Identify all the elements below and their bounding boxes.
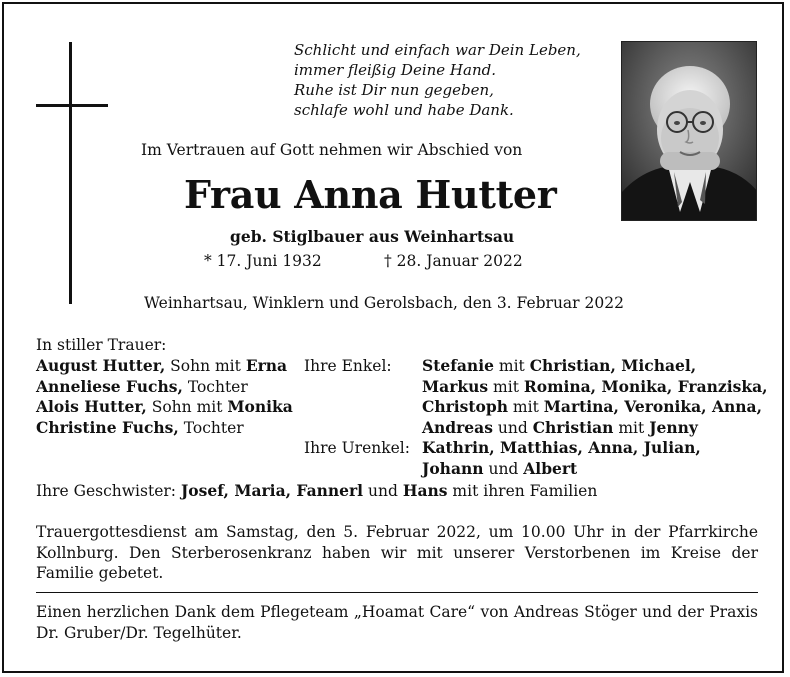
grandchild-family: Christian, Michael, <box>529 356 697 375</box>
connector-text: mit <box>488 377 524 396</box>
child-line <box>36 356 293 377</box>
sibling-names: Josef, Maria, Fannerl <box>180 481 364 500</box>
great-grandchildren-list <box>422 438 701 479</box>
place-and-date: Weinhartsau, Winklern und Gerolsbach, den 3. Februar 2022 <box>144 294 624 312</box>
great-grandchild-names: Kathrin, Matthias, Anna, Julian, <box>422 438 701 457</box>
siblings-label: Ihre Geschwister: <box>36 482 181 500</box>
service-announcement: Trauergottesdienst am Samstag, den 5. Februar 2022, um 10.00 Uhr in der Pfarrkirche Kollnburg. Den Sterberosenkranz haben wir mit unserer Verstorbenen im Kreise der Familie gebetet. <box>36 523 758 582</box>
great-grandchild-name: Albert <box>523 458 578 478</box>
child-line <box>36 397 293 418</box>
death-date: † 28. Januar 2022 <box>384 252 523 270</box>
child-name: August Hutter, <box>36 356 166 375</box>
mourners-heading: In stiller Trauer: <box>36 336 167 354</box>
siblings-line <box>36 481 597 502</box>
grandchild-family: Jenny <box>649 417 698 437</box>
child-name: Christine Fuchs, <box>36 417 179 437</box>
siblings-suffix: mit ihren Familien <box>447 482 598 500</box>
great-grandchildren-line <box>422 438 701 459</box>
birth-date: * 17. Juni 1932 <box>204 252 322 270</box>
grandchild-name: Markus <box>422 376 489 396</box>
child-relation: Tochter <box>178 418 244 437</box>
cross-icon-bar <box>36 104 108 107</box>
connector-text: und <box>483 459 524 478</box>
sibling-name: Hans <box>402 481 448 500</box>
grandchildren-line <box>422 377 768 398</box>
intro-text: Im Vertrauen auf Gott nehmen wir Abschied von <box>141 141 523 159</box>
connector-text: mit <box>493 357 530 375</box>
grandchild-family: Romina, Monika, Franziska, <box>523 376 768 396</box>
child-name: Anneliese Fuchs, <box>36 376 183 396</box>
connector-text: mit <box>508 398 544 416</box>
obituary-notice <box>2 2 784 673</box>
child-line <box>36 377 293 398</box>
grandchild-family: Martina, Veronika, Anna, <box>543 397 762 416</box>
grandchild-name: Stefanie <box>422 356 494 375</box>
cross-icon <box>69 42 72 304</box>
child-partner: Monika <box>227 397 293 416</box>
grandchildren-list <box>422 356 768 438</box>
child-line <box>36 418 293 439</box>
grandchild-name: Christian <box>532 417 614 437</box>
grandchildren-line <box>422 397 768 418</box>
connector-text: mit <box>613 418 650 437</box>
portrait-photo <box>621 41 757 221</box>
grandchildren-line <box>422 356 768 377</box>
deceased-name: Frau Anna Hutter <box>184 172 557 217</box>
child-relation: Tochter <box>182 377 248 396</box>
grandchild-name: Christoph <box>422 397 508 416</box>
poem-line: Schlicht und einfach war Dein Leben, <box>294 41 581 59</box>
divider <box>36 592 758 593</box>
grandchildren-label: Ihre Enkel: <box>304 357 392 375</box>
great-grandchildren-label: Ihre Urenkel: <box>304 439 410 457</box>
child-name: Alois Hutter, <box>36 397 147 416</box>
grandchild-name: Andreas <box>422 417 493 437</box>
poem-line: immer fleißig Deine Hand. <box>294 61 496 79</box>
poem-line: Ruhe ist Dir nun gegeben, <box>294 81 494 99</box>
maiden-name: geb. Stiglbauer aus Weinhartsau <box>230 227 515 246</box>
child-relation: Sohn mit <box>165 357 246 375</box>
great-grandchild-name: Johann <box>422 458 484 478</box>
children-list <box>36 356 293 438</box>
poem-line: schlafe wohl und habe Dank. <box>294 101 514 119</box>
child-relation: Sohn mit <box>146 398 228 416</box>
connector-text: und <box>363 482 403 500</box>
child-partner: Erna <box>245 356 288 375</box>
grandchildren-line <box>422 418 768 439</box>
connector-text: und <box>492 418 533 437</box>
thanks-note: Einen herzlichen Dank dem Pflegeteam „Hoamat Care“ von Andreas Stöger und der Praxis Dr. Gruber/Dr. Tegelhüter. <box>36 603 758 642</box>
poem <box>294 40 581 120</box>
great-grandchildren-line <box>422 459 701 480</box>
